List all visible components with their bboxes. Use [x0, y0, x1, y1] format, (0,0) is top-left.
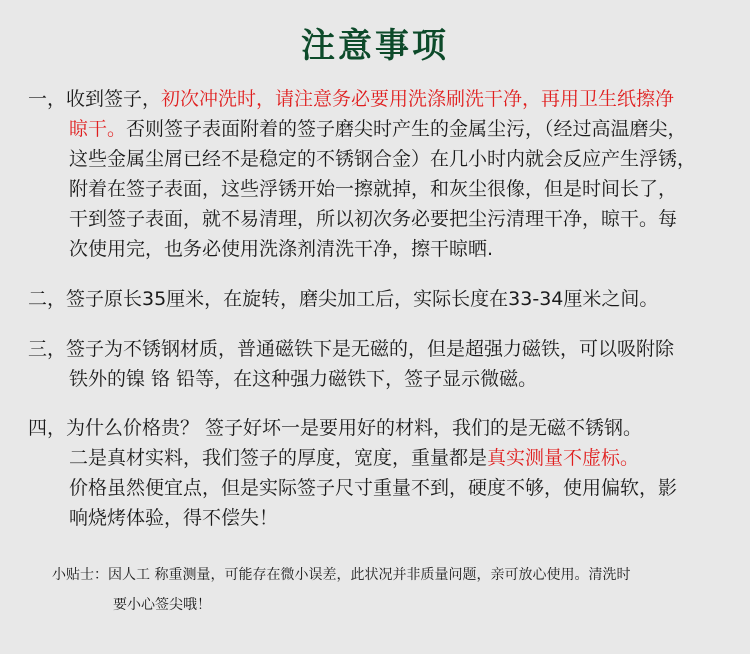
section1-highlight-2: 晾干。	[69, 118, 127, 140]
section4-line3: 价格虽然便宜点，但是实际签子尺寸重量不到，硬度不够，使用偏软，影	[69, 477, 678, 499]
section1-line2-rest: 否则签子表面附着的签子磨尖时产生的金属尘污，（经过高温磨尖，	[126, 118, 687, 140]
section1-line3: 这些金属尘屑已经不是稳定的不锈钢合金）在几小时内就会反应产生浮锈，	[69, 148, 697, 170]
section4-line1: 四，为什么价格贵？ 签子好坏一是要用好的材料，我们的是无磁不锈钢。	[28, 417, 643, 439]
section2-line1: 二，签子原长35厘米，在旋转，磨尖加工后，实际长度在33-34厘米之间。	[28, 288, 659, 310]
section3-line1: 三，签子为不锈钢材质，普通磁铁下是无磁的，但是超强力磁铁，可以吸附除	[28, 338, 675, 360]
section1-line5: 干到签子表面，就不易清理，所以初次务必要把尘污清理干净，晾干。每	[69, 208, 678, 230]
section1-line1	[28, 87, 674, 111]
tip-line2: 要小心签尖哦！	[113, 597, 211, 613]
page-title: 注意事项	[301, 26, 449, 66]
section4-line2	[69, 446, 639, 470]
section1-line2	[69, 117, 687, 141]
tip-line1: 小贴士：因人工 称重测量，可能存在微小误差，此状况并非质量问题，亲可放心使用。清洗时	[52, 567, 631, 583]
section4-line4: 响烧烤体验，得不偿失！	[69, 507, 279, 529]
section3-line2: 铁外的镍 铬 铅等，在这种强力磁铁下，签子显示微磁。	[69, 368, 538, 390]
section1-line1-prefix: 一，收到签子，	[28, 88, 162, 110]
section1-highlight-1: 初次冲洗时，请注意务必要用洗涤刷洗干净，再用卫生纸擦净	[161, 88, 675, 110]
section4-highlight: 真实测量不虚标。	[487, 447, 640, 469]
section1-line4: 附着在签子表面，这些浮锈开始一擦就掉，和灰尘很像，但是时间长了，	[69, 178, 678, 200]
section1-line6: 次使用完，也务必使用洗涤剂清洗干净，擦干晾晒.	[69, 238, 494, 260]
section4-line2-prefix: 二是真材实料，我们签子的厚度，宽度，重量都是	[69, 447, 488, 469]
